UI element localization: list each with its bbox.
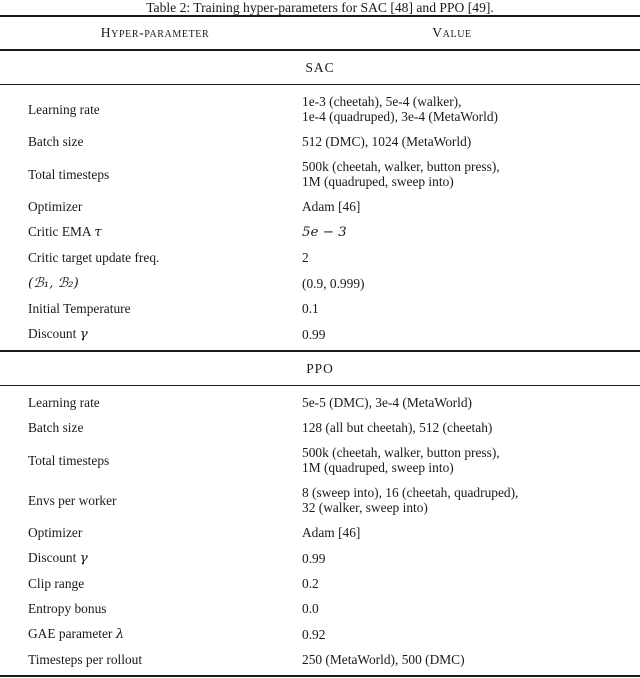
table-row — [0, 89, 640, 129]
row-value-line: 0.1 — [302, 301, 319, 316]
row-value-line: 0.2 — [302, 576, 319, 591]
row-label — [0, 525, 302, 540]
row-label-text: Optimizer — [28, 525, 83, 540]
row-value — [302, 199, 640, 214]
row-label-text: Critic target update freq. — [28, 250, 160, 265]
table-row — [0, 647, 640, 672]
row-value-line: Adam [46] — [302, 199, 361, 214]
row-value-line: 2 — [302, 250, 309, 265]
row-label-math-symbol: (ℬ₁, ℬ₂) — [28, 276, 79, 291]
table-row — [0, 545, 640, 571]
table-row — [0, 571, 640, 596]
row-label-text: Total timesteps — [28, 166, 110, 182]
row-label-text: Learning rate — [28, 395, 100, 410]
row-label — [0, 493, 302, 508]
row-value — [302, 276, 640, 291]
row-label-text: GAE parameter — [28, 626, 116, 641]
row-value — [302, 327, 640, 342]
row-value — [302, 551, 640, 566]
row-label-math-symbol: γ — [79, 551, 88, 566]
row-label-text: Batch size — [28, 134, 84, 149]
row-value-line: 32 (walker, sweep into) — [302, 500, 428, 515]
row-value — [302, 94, 640, 124]
row-label — [0, 275, 302, 291]
row-label-math-symbol: τ — [94, 225, 102, 240]
row-label-math-symbol: λ — [115, 627, 125, 642]
row-label-text: Total timesteps — [28, 452, 110, 468]
row-value-line: 1e-3 (cheetah), 5e-4 (walker), — [302, 94, 462, 109]
row-label-text: Initial Temperature — [28, 301, 131, 316]
row-value — [302, 301, 640, 316]
row-value — [302, 525, 640, 540]
row-label-math-symbol: γ — [79, 327, 88, 342]
row-value-line: 0.99 — [302, 550, 326, 566]
row-label — [0, 453, 302, 468]
table-row — [0, 194, 640, 219]
row-value-line: 5e-5 (DMC), 3e-4 (MetaWorld) — [302, 395, 472, 410]
row-value — [302, 576, 640, 591]
row-label-text: Envs per worker — [28, 492, 117, 508]
row-value-line: 1M (quadruped, sweep into) — [302, 460, 454, 475]
row-value-line: 500k (cheetah, walker, button press), — [302, 445, 500, 460]
row-value-line: 0.92 — [302, 626, 326, 642]
row-value-line: 5e − 3 — [302, 224, 347, 240]
table-row — [0, 154, 640, 194]
row-value — [302, 225, 640, 240]
row-label-text: Critic EMA — [28, 224, 95, 239]
row-value-line: 512 (DMC), 1024 (MetaWorld) — [302, 134, 472, 149]
row-value-line: 500k (cheetah, walker, button press), — [302, 159, 500, 174]
row-value — [302, 485, 640, 515]
row-label-text: Optimizer — [28, 199, 83, 214]
section-header-sac: SAC — [305, 60, 335, 75]
row-label-text: Discount — [28, 550, 80, 565]
row-value — [302, 601, 640, 616]
row-label — [0, 102, 302, 117]
row-value-line: 0.0 — [302, 601, 319, 616]
row-label — [0, 652, 302, 667]
row-label — [0, 199, 302, 214]
row-value-line: Adam [46] — [302, 525, 361, 540]
row-label — [0, 326, 302, 342]
row-value — [302, 627, 640, 642]
row-label — [0, 301, 302, 316]
row-label — [0, 224, 302, 240]
row-label — [0, 576, 302, 591]
row-label — [0, 134, 302, 149]
column-header-value: Value — [432, 25, 472, 40]
table-row — [0, 321, 640, 347]
row-value — [302, 420, 640, 435]
table-row — [0, 415, 640, 440]
table-row — [0, 219, 640, 245]
row-label — [0, 167, 302, 182]
row-value-line: 128 (all but cheetah), 512 (cheetah) — [302, 420, 493, 435]
table-row — [0, 390, 640, 415]
row-value-line: 1e-4 (quadruped), 3e-4 (MetaWorld) — [302, 109, 498, 124]
row-label-text: Entropy bonus — [28, 601, 107, 616]
table-row — [0, 596, 640, 621]
row-value — [302, 445, 640, 475]
row-label — [0, 601, 302, 616]
row-value — [302, 652, 640, 667]
row-label-text: Learning rate — [28, 101, 100, 117]
row-label — [0, 550, 302, 566]
sac-rows — [0, 85, 640, 350]
table-row — [0, 129, 640, 154]
table-row — [0, 520, 640, 545]
row-label-text: Clip range — [28, 576, 85, 591]
table-header-row — [0, 17, 640, 49]
row-label — [0, 420, 302, 435]
row-value-line: 250 (MetaWorld), 500 (DMC) — [302, 652, 465, 667]
row-value — [302, 250, 640, 265]
row-value — [302, 395, 640, 410]
table-row — [0, 245, 640, 270]
row-label-text: Discount — [28, 326, 80, 341]
table-rule-bottom — [0, 675, 640, 677]
row-label-text: Timesteps per rollout — [28, 652, 143, 667]
row-value — [302, 134, 640, 149]
table-row — [0, 621, 640, 647]
table-row — [0, 270, 640, 296]
row-label — [0, 395, 302, 410]
table-row — [0, 296, 640, 321]
row-value-line: 1M (quadruped, sweep into) — [302, 174, 454, 189]
row-label — [0, 250, 302, 265]
table-row — [0, 440, 640, 480]
row-value — [302, 159, 640, 189]
row-value-line: 0.99 — [302, 326, 326, 342]
section-header-ppo: PPO — [306, 361, 334, 376]
row-label-text: Batch size — [28, 420, 84, 435]
row-value-line: (0.9, 0.999) — [302, 275, 365, 291]
table-caption: Table 2: Training hyper-parameters for SAC [48] and PPO [49]. — [146, 0, 494, 15]
column-header-hyper-parameter: Hyper-parameter — [100, 25, 210, 40]
ppo-rows — [0, 386, 640, 675]
row-label — [0, 626, 302, 642]
row-value-line: 8 (sweep into), 16 (cheetah, quadruped), — [302, 485, 519, 500]
table-row — [0, 480, 640, 520]
